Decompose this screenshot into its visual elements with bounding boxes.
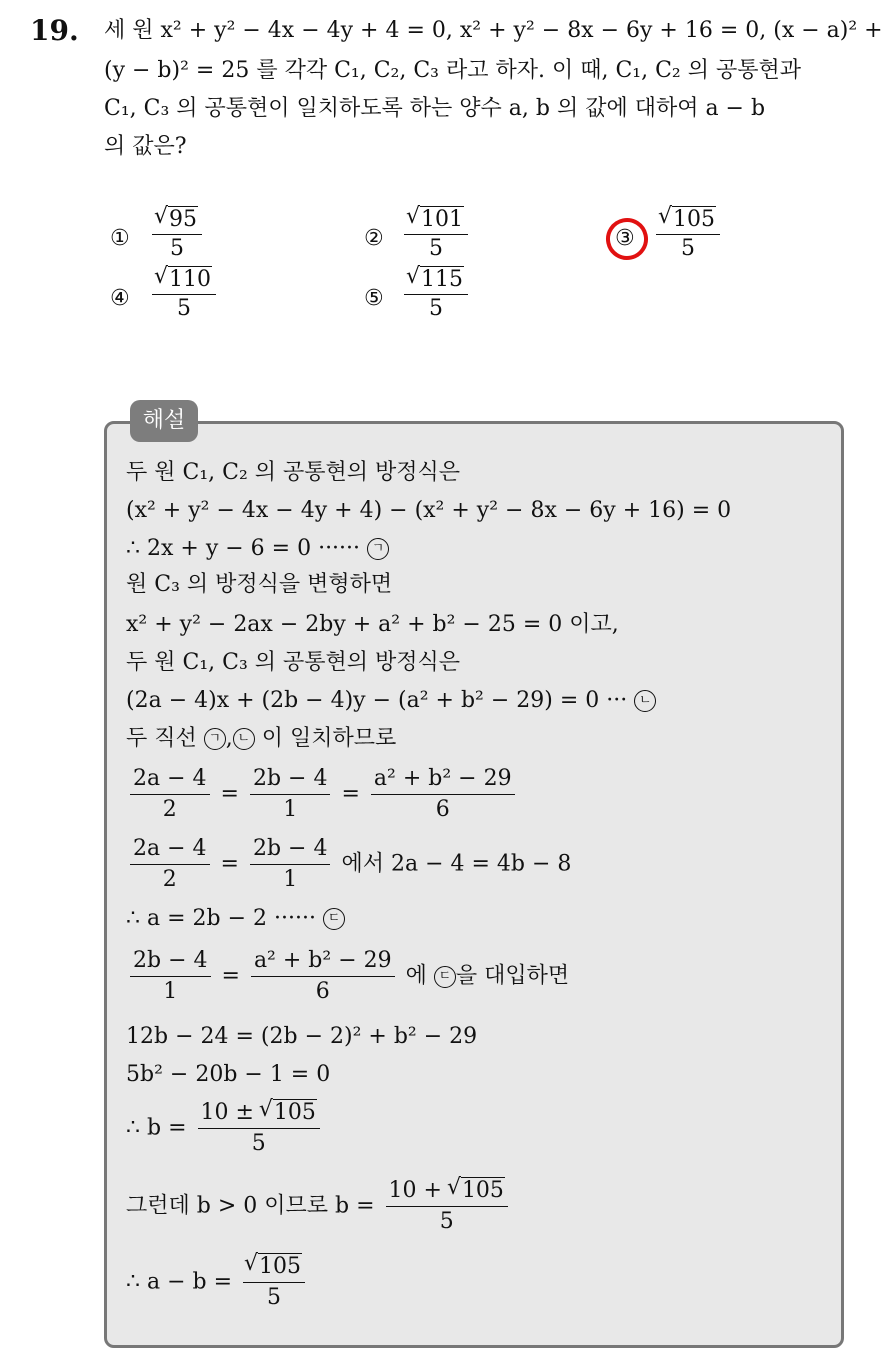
solution-line: 두 직선 ㄱ , ㄴ 이 일치하므로 xyxy=(126,726,397,751)
choice-fraction: √ $\frac{101}{5}$ xyxy=(404,206,468,263)
circled-label: ㄷ xyxy=(434,966,456,988)
circled-label: ㄴ xyxy=(233,728,255,750)
choice-number: ⑤ xyxy=(364,286,384,311)
solution-text: ∴ 2x + y − 6 = 0 ······ xyxy=(126,536,361,561)
solution-line: 두 원 C₁, C₃ 의 공통현의 방정식은 xyxy=(126,650,461,675)
solution-line: 두 원 C₁, C₂ 의 공통현의 방정식은 xyxy=(126,460,461,485)
solution-line: 원 C₃ 의 방정식을 변형하면 xyxy=(126,572,393,597)
question-line-2: (y − b)² = 25 를 각각 C₁, C₂, C₃ 라고 하자. 이 때, C₁, C₂ 의 공통현과 xyxy=(104,58,801,83)
solution-line: 5b² − 20b − 1 = 0 xyxy=(126,1062,331,1087)
choice-fraction: √ $\frac{115}{5}$ xyxy=(404,266,468,323)
solution-line xyxy=(126,686,656,716)
solution-text: (2a − 4)x + (2b − 4)y − (a² + b² − 29) = 0 ··· xyxy=(126,688,628,713)
solution-fraction-line: $\frac{2a - 4}{2}$ = $\frac{2b - 4}{1}$ 에서 2a − 4 = 4b − 8 xyxy=(126,834,571,895)
choice-fraction: √ $\frac{95}{5}$ xyxy=(152,206,202,263)
circled-label: ㄱ xyxy=(367,538,389,560)
choice-fraction: √ $\frac{105}{5}$ xyxy=(656,206,720,263)
circled-label: ㄷ xyxy=(323,908,345,930)
solution-line xyxy=(126,534,389,564)
solution-text: ∴ a = 2b − 2 ······ xyxy=(126,906,316,931)
question-line-4: 의 값은? xyxy=(104,134,187,159)
solution-fraction-line: $\frac{2a - 4}{2}$ = $\frac{2b - 4}{1}$ = $\frac{\text{a² + b² − 29}}{6}$ xyxy=(126,764,519,825)
solution-text: 두 직선 xyxy=(126,726,197,751)
solution-text: 이 일치하므로 xyxy=(261,726,397,751)
choice-number: ① xyxy=(110,226,130,251)
choice-number: ④ xyxy=(110,286,130,311)
solution-fraction-line: ∴ a − b = √ $\frac{105}{5}$ xyxy=(126,1252,309,1313)
solution-line: 12b − 24 = (2b − 2)² + b² − 29 xyxy=(126,1024,478,1049)
choice-fraction: √ $\frac{110}{5}$ xyxy=(152,266,216,323)
circled-label: ㄱ xyxy=(204,728,226,750)
choice-number: ③ xyxy=(615,226,635,251)
solution-fraction-line: ∴ b = $\frac{10 \pm √ 105}{5}$ xyxy=(126,1098,324,1159)
solution-fraction-line: $\frac{2b - 4}{1}$ = $\frac{\text{a² + b² − 29}}{6}$ 에 ㄷ 을 대입하면 xyxy=(126,946,569,1007)
solution-tab: 해설 xyxy=(130,400,198,442)
choice-number: ② xyxy=(364,226,384,251)
solution-line: x² + y² − 2ax − 2by + a² + b² − 25 = 0 이고, xyxy=(126,612,619,637)
question-line-3: C₁, C₃ 의 공통현이 일치하도록 하는 양수 a, b 의 값에 대하여 a − b xyxy=(104,96,766,121)
question-number: 19. xyxy=(30,14,79,47)
question-line-1: 세 원 x² + y² − 4x − 4y + 4 = 0, x² + y² − 8x − 6y + 16 = 0, (x − a)² + xyxy=(104,18,883,43)
circled-label: ㄴ xyxy=(634,690,656,712)
solution-line xyxy=(126,904,345,934)
solution-fraction-line: 그런데 b > 0 이므로 b = $\frac{10 + √ 105}{5}$ xyxy=(126,1176,512,1237)
solution-line: (x² + y² − 4x − 4y + 4) − (x² + y² − 8x − 6y + 16) = 0 xyxy=(126,498,732,523)
